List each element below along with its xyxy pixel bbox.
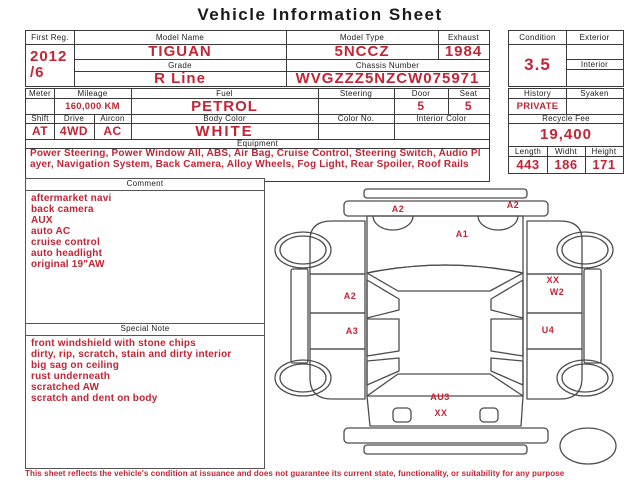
grade-label: Grade [168,60,192,70]
grid-line [26,335,264,336]
seat-value: 5 [464,99,473,113]
history-label: History [524,89,551,98]
comment-line: original 19"AW [31,259,105,270]
damage-code-a2: A2 [506,200,520,210]
seat-label: Seat [459,89,478,98]
length-value: 443 [516,157,540,172]
model-name-label: Model Name [155,33,205,42]
special-note-line: scratched AW [31,382,100,393]
recycle-fee-label: Recycle Fee [542,114,590,123]
color-no-value [318,123,394,139]
width-label: Widht [555,146,577,156]
comment-header: Comment [126,179,164,188]
drive-value: 4WD [59,124,89,138]
damage-code-a2: A2 [391,204,405,214]
aircon-value: AC [103,124,122,138]
grade-value: R Line [154,71,206,86]
steering-label: Steering [339,89,373,98]
first-reg-month: /6 [30,64,45,81]
width-value: 186 [554,157,578,172]
damage-code-xx: XX [546,275,560,285]
exhaust-label: Exhaust [447,33,479,42]
page-title: Vehicle Information Sheet [197,5,443,24]
registration-table [25,30,490,87]
damage-code-w2: W2 [549,287,565,297]
damage-code-a2: A2 [343,291,357,301]
height-value: 171 [592,157,616,172]
steering-value [318,98,394,114]
recycle-fee-value: 19,400 [540,126,592,143]
interior-label: Interior [580,59,609,69]
model-name-value: TIGUAN [148,44,212,59]
body-color-label: Body Color [203,114,246,123]
special-note-line: scratch and dent on body [31,393,158,404]
door-value: 5 [417,99,425,113]
interior-value [566,69,623,86]
comment-box [25,178,265,325]
condition-label: Condition [519,33,556,42]
syaken-label: Syaken [580,89,609,98]
equipment-label: Equipment [237,139,278,148]
model-type-value: 5NCCZ [334,44,390,59]
disclaimer-text: This sheet reflects the vehicle's condition at issuance and does not guarantee its current state, functionality, or suitability for any purpose [25,469,565,478]
first-reg-label: First Reg. [31,33,69,42]
mileage-label: Mileage [77,89,108,98]
length-label: Length [514,146,542,156]
first-reg-value [26,44,78,86]
history-value: PRIVATE [516,100,559,112]
mileage-value: 160,000 KM [65,100,120,112]
damage-code-au3: AU3 [430,392,450,402]
damage-code-u4: U4 [541,325,555,335]
first-reg-year: 2012 [30,48,68,65]
fuel-value: PETROL [191,98,258,114]
exterior-value [566,44,623,59]
condition-score: 3.5 [524,55,551,74]
door-label: Door [411,89,431,98]
grid-line [26,190,264,191]
damage-code-a3: A3 [345,326,359,336]
shift-value: AT [31,124,49,138]
condition-panel [508,30,624,87]
exterior-label: Exterior [579,33,610,42]
interior-color-value [394,123,489,139]
damage-code-xx: XX [434,408,448,418]
comment-line: cruise control [31,237,100,248]
comment-line: auto AC [31,226,71,237]
car-damage-diagram [272,186,632,474]
special-note-line: rust underneath [31,371,111,382]
meter-label: Meter [29,89,51,98]
special-note-line: front windshield with stone chips [31,338,196,349]
chassis-number-value: WVGZZZ5NZCW075971 [295,71,480,86]
fuel-label: Fuel [216,89,233,98]
history-panel [508,88,624,174]
special-note-header: Special Note [120,324,170,333]
spec-table [25,88,490,182]
interior-color-label: Interior Color [416,114,467,123]
body-color-value: WHITE [195,123,254,139]
syaken-value [566,98,623,114]
comment-line: AUX [31,215,53,226]
exhaust-value: 1984 [444,44,483,59]
meter-value [26,98,54,114]
height-label: Height [591,146,617,156]
color-no-label: Color No. [337,114,375,123]
equipment-list: Power Steering, Power Window All, ABS, Air Bag, Cruise Control, Steering Switch, Audio Player, Navigation System, Back Camera, Alloy Wheels, Fog Light, Rear Spoiler, Roof Rails [30,148,481,170]
aircon-label: Aircon [100,114,125,123]
drive-label: Drive [63,114,85,123]
comment-line: back camera [31,204,94,215]
damage-code-labels [272,186,632,474]
special-note-box [25,323,265,469]
damage-code-a1: A1 [455,229,469,239]
comment-line: aftermarket navi [31,193,112,204]
comment-body [31,193,260,322]
special-note-body [31,338,260,466]
comment-line: auto headlight [31,248,103,259]
special-note-line: dirty, rip, scratch, stain and dirty interior [31,349,232,360]
model-type-label: Model Type [339,33,385,42]
chassis-number-label: Chassis Number [355,60,420,70]
special-note-line: big sag on ceiling [31,360,120,371]
shift-label: Shift [31,114,49,123]
